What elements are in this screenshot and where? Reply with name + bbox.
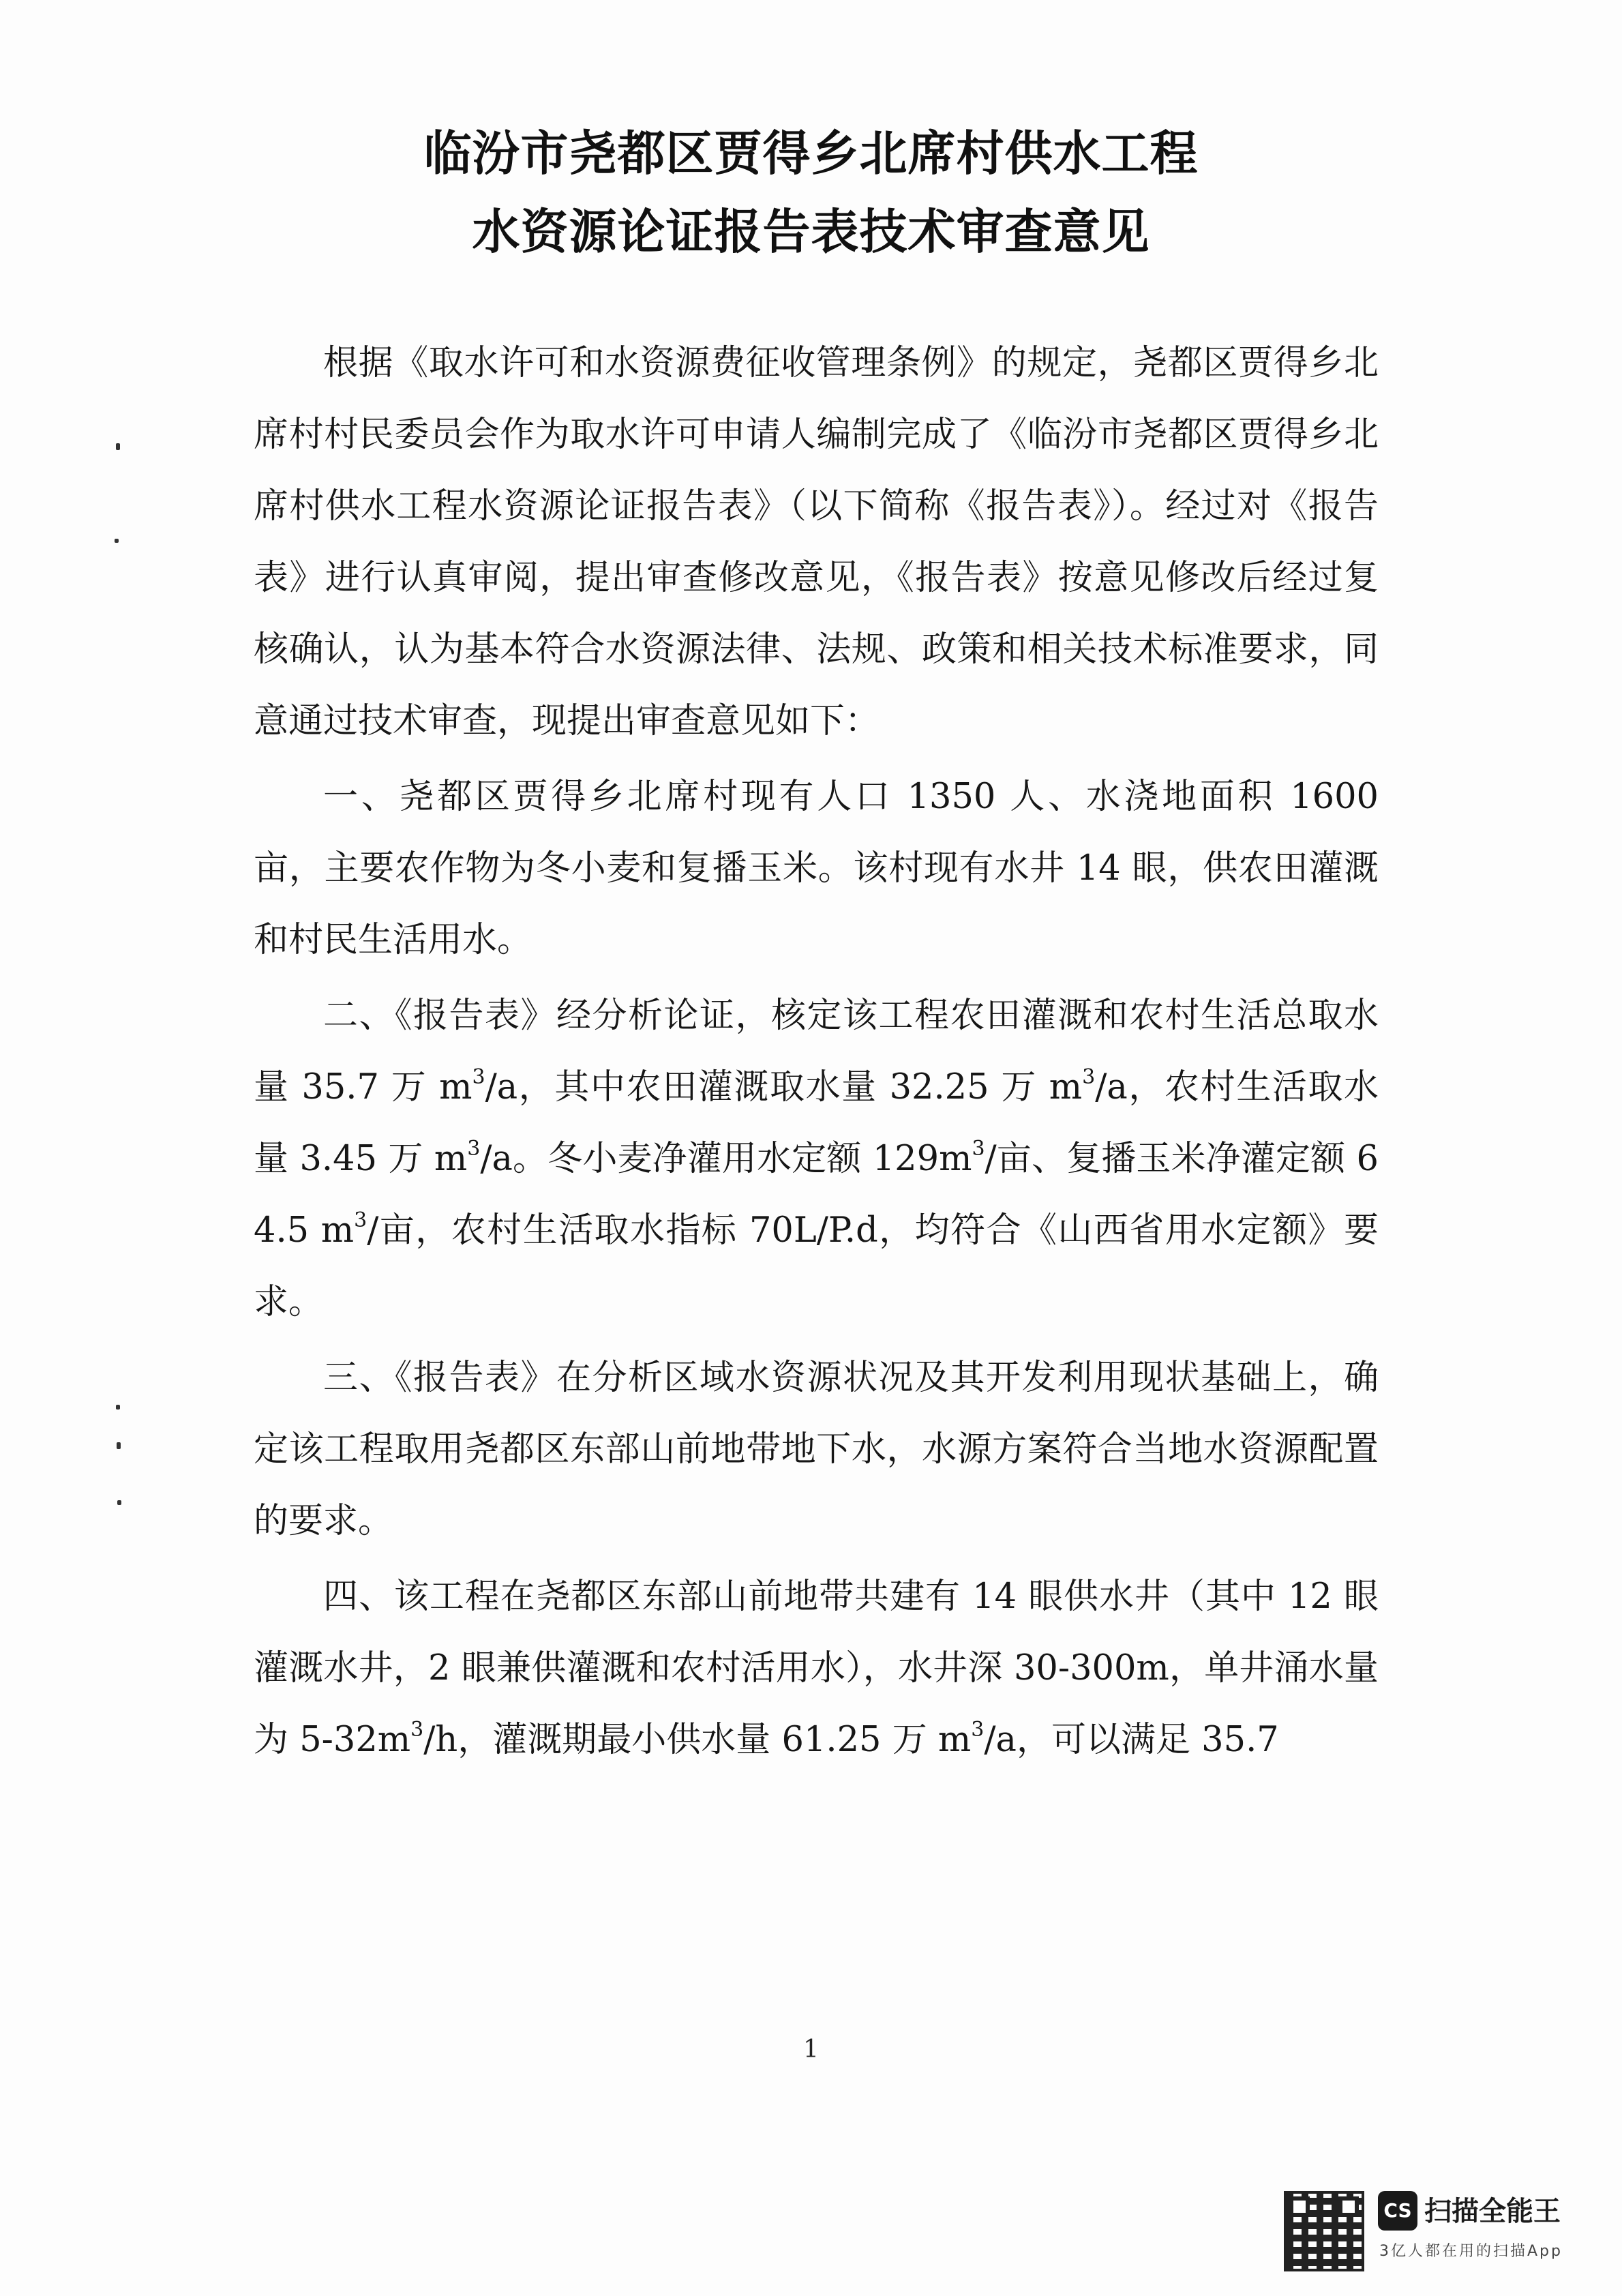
paragraph-2-text: /a，农村生活取水量 3.45 万 m [254,1067,1379,1179]
scan-margin-mark [117,1442,121,1449]
watermark-app-name: 扫描全能王 [1424,2196,1561,2227]
watermark-tagline: 3亿人都在用的扫描App [1379,2243,1563,2260]
scan-margin-mark [116,443,120,450]
superscript: 3 [1082,1065,1096,1089]
qr-code-icon [1284,2191,1364,2271]
paragraph-2-text: /亩，农村生活取水指标 70L/P.d，均符合《山西省用水定额》要求。 [254,1210,1379,1322]
superscript: 3 [410,1718,424,1742]
superscript: 3 [472,1065,485,1089]
paragraph-3: 三、《报告表》在分析区域水资源状况及其开发利用现状基础上，确定该工程取用尧都区东部山前地带地下水，水源方案符合当地水资源配置的要求。 [254,1358,1379,1541]
page-number: 1 [803,2036,819,2063]
paragraph-2 [254,980,1379,1338]
superscript: 3 [972,1137,985,1161]
scanner-watermark [1284,2191,1597,2273]
paragraph-4-text: 四、该工程在尧都区东部山前地带共建有 14 眼供水井（其中 12 眼灌溉水井，2 眼兼供灌溉和农村活用水），水井深 30-300m，单井涌水量为 5-32m [254,1577,1379,1760]
camscanner-logo-icon: CS [1378,2191,1417,2231]
document-title-line2: 水资源论证报告表技术审查意见 [472,204,1150,260]
paragraph-intro: 根据《取水许可和水资源费征收管理条例》的规定，尧都区贾得乡北席村村民委员会作为取水许可申请人编制完成了《临汾市尧都区贾得乡北席村供水工程水资源论证报告表》（以下简称《报告表》）。经过对《报告表》进行认真审阅，提出审查修改意见，《报告表》按意见修改后经过复核确认，认为基本符合水资源法律、法规、政策和相关技术标准要求，同意通过技术审查，现提出审查意见如下： [254,343,1379,741]
superscript: 3 [467,1137,481,1161]
paragraph-2-text: /a。冬小麦净灌用水定额 129m [480,1139,972,1179]
paragraph-4 [254,1561,1379,1776]
document-title-line1: 临汾市尧都区贾得乡北席村供水工程 [423,125,1199,181]
paragraph-4-text: /h，灌溉期最小供水量 61.25 万 m [423,1720,972,1760]
scan-margin-mark [115,539,119,543]
paragraph-2-text: /a，其中农田灌溉取水量 32.25 万 m [485,1067,1083,1107]
scan-margin-mark [116,1405,120,1410]
paragraph-2-text: /亩、复播玉米净灌定额 64.5 m [254,1139,1379,1251]
paragraph-4-text: /a，可以满足 35.7 [984,1720,1279,1760]
paragraph-2-text: 二、《报告表》经分析论证，核定该工程农田灌溉和农村生活总取水量 35.7 万 m [254,996,1379,1107]
superscript: 3 [354,1208,367,1232]
scan-margin-mark [117,1500,121,1505]
document-body [254,327,1379,1780]
paragraph-1: 一、尧都区贾得乡北席村现有人口 1350 人、水浇地面积 1600 亩，主要农作物为冬小麦和复播玉米。该村现有水井 14 眼，供农田灌溉和村民生活用水。 [254,777,1379,960]
superscript: 3 [971,1718,985,1742]
